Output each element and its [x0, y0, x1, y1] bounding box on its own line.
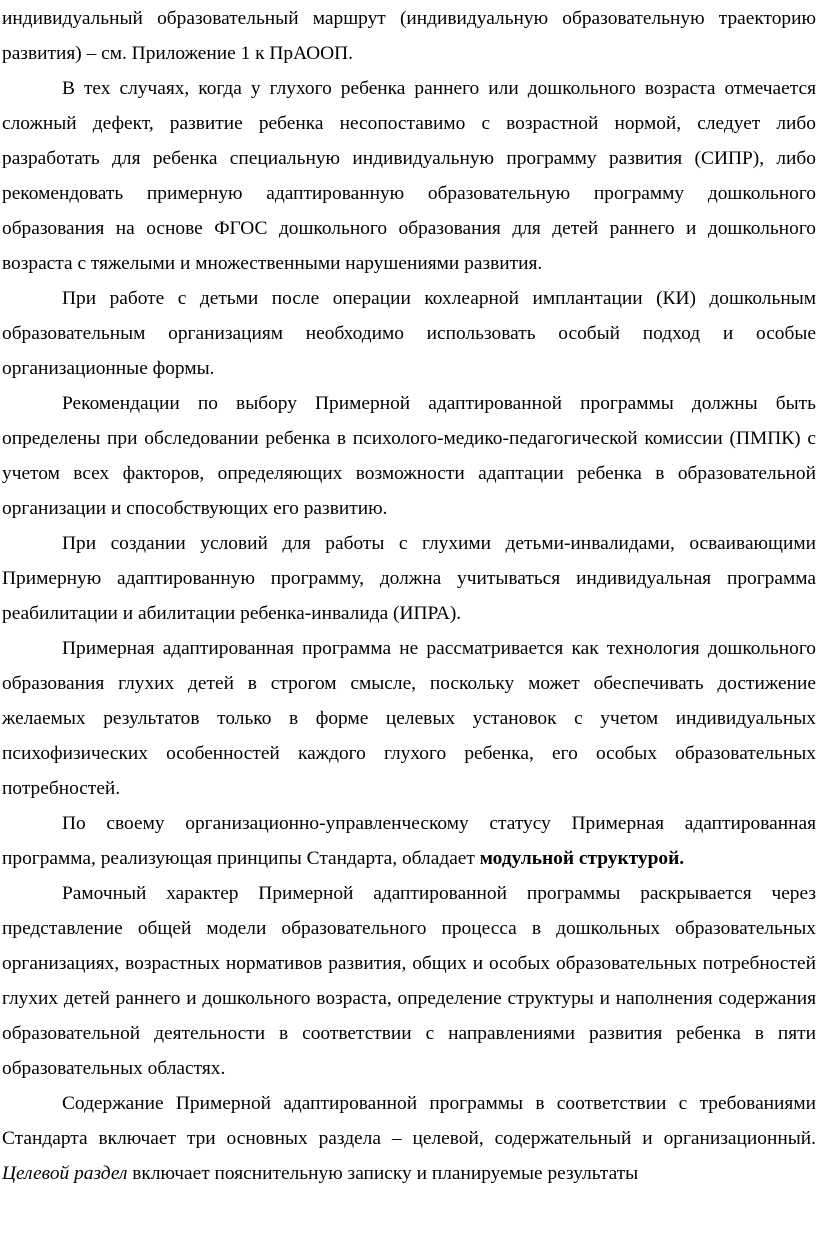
paragraph-8-text: Рамочный характер Примерной адаптированной программы раскрывается через представление общей модели образовательного процесса в дошкольных образовательных организациях, возрастных нормативов развития, общих и особых образовательных потребностей глухих детей раннего и дошкольного возраста, определение структуры и наполнения содержания образовательной деятельности в соответствии с направлениями развития ребенка в пяти образовательных областях. — [2, 883, 816, 1079]
paragraph-3 — [2, 281, 816, 386]
paragraph-5 — [2, 526, 816, 631]
paragraph-9 — [2, 1086, 816, 1191]
paragraph-2-text: В тех случаях, когда у глухого ребенка раннего или дошкольного возраста отмечается сложный дефект, развитие ребенка несопоставимо с возрастной нормой, следует либо разработать для ребенка специальную индивидуальную программу развития (СИПР), либо рекомендовать примерную адаптированную образовательную программу дошкольного образования на основе ФГОС дошкольного образования для детей раннего и дошкольного возраста с тяжелыми и множественными нарушениями развития. — [2, 78, 816, 274]
paragraph-9-text-after: включает пояснительную записку и планируемые результаты — [127, 1163, 639, 1184]
paragraph-3-text: При работе с детьми после операции кохлеарной имплантации (КИ) дошкольным образовательным организациям необходимо использовать особый подход и особые организационные формы. — [2, 288, 816, 379]
paragraph-9-text: Содержание Примерной адаптированной программы в соответствии с требованиями Стандарта включает три основных раздела – целевой, содержательный и организационный. — [2, 1093, 816, 1149]
paragraph-4-text: Рекомендации по выбору Примерной адаптированной программы должны быть определены при обследовании ребенка в психолого-медико-педагогической комиссии (ПМПК) с учетом всех факторов, определяющих возможности адаптации ребенка в образовательной организации и способствующих его развитию. — [2, 393, 816, 519]
paragraph-8 — [2, 876, 816, 1086]
paragraph-6 — [2, 631, 816, 806]
paragraph-7-bold-text: модульной структурой. — [479, 848, 685, 869]
paragraph-6-text: Примерная адаптированная программа не рассматривается как технология дошкольного образования глухих детей в строгом смысле, поскольку может обеспечивать достижение желаемых результатов только в форме целевых установок с учетом индивидуальных психофизических особенностей каждого глухого ребенка, его особых образовательных потребностей. — [2, 638, 816, 799]
paragraph-5-text: При создании условий для работы с глухими детьми-инвалидами, осваивающими Примерную адаптированную программу, должна учитываться индивидуальная программа реабилитации и абилитации ребенка-инвалида (ИПРА). — [2, 533, 816, 624]
paragraph-7 — [2, 806, 816, 876]
paragraph-9-italic-text: Целевой раздел — [2, 1163, 128, 1184]
paragraph-4 — [2, 386, 816, 526]
paragraph-1-text: индивидуальный образовательный маршрут (индивидуальную образовательную траекторию развития) – см. Приложение 1 к ПрАООП. — [2, 8, 816, 64]
paragraph-7-text: По своему организационно-управленческому статусу Примерная адаптированная программа, реализующая принципы Стандарта, обладает — [2, 813, 816, 869]
paragraph-1 — [2, 1, 816, 71]
document-body — [2, 0, 816, 1191]
paragraph-2 — [2, 71, 816, 281]
